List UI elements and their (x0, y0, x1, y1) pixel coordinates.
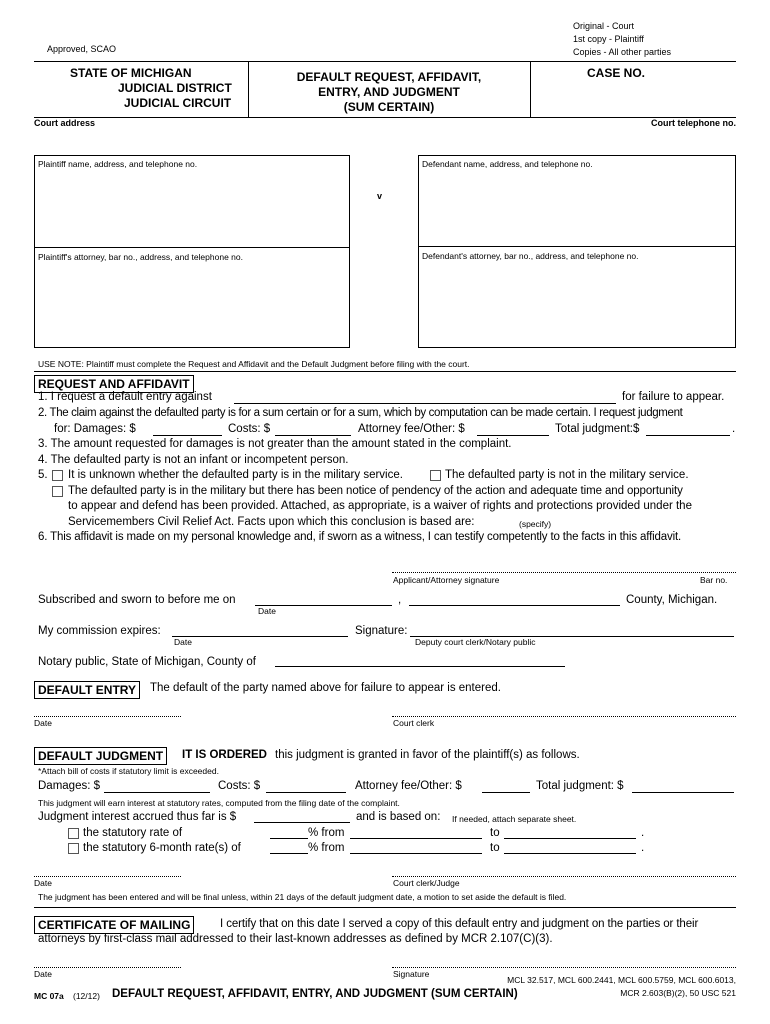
form-title-line-3: (SUM CERTAIN) (343, 100, 435, 114)
notary-signature-label: Signature: (355, 625, 408, 637)
default-entry-heading: DEFAULT ENTRY (34, 681, 140, 699)
county-michigan-label: County, Michigan. (626, 594, 718, 606)
form-revision: (12/12) (73, 991, 100, 1001)
judgment-damages-line[interactable] (104, 792, 210, 793)
bar-number-label: Bar no. (700, 575, 728, 585)
item-2-text: 2. The claim against the defaulted party is for a sum certain or for a sum, which by computation can be made certain. I request judgment (38, 407, 683, 419)
plaintiff-attorney-box[interactable] (34, 247, 350, 348)
item-5-military-text-1: The defaulted party is in the military but there has been notice of pendency of the action and adequate time and opportunity (68, 485, 683, 497)
item-2-total-line[interactable] (646, 435, 730, 436)
ordered-text: this judgment is granted in favor of the plaintiff(s) as follows. (275, 749, 580, 761)
statutory-rate-period: . (641, 827, 645, 839)
judgment-costs-line[interactable] (266, 792, 346, 793)
six-month-rate-from-label: % from (308, 842, 345, 854)
default-entry-date-line[interactable] (34, 716, 181, 717)
item-2-period: . (732, 423, 736, 435)
county-line[interactable] (409, 605, 620, 606)
form-title-line-1: DEFAULT REQUEST, AFFIDAVIT, (296, 70, 482, 84)
judgment-costs-label: Costs: $ (218, 780, 261, 792)
item-2-total-label: Total judgment:$ (555, 423, 640, 435)
plaintiff-attorney-label: Plaintiff's attorney, bar no., address, and telephone no. (38, 252, 243, 262)
item-2-costs-label: Costs: $ (228, 423, 271, 435)
item-5-military-text-2: to appear and defend has been provided. Attached, as appropriate, is a waiver of rights and protections provided under the (68, 500, 692, 512)
statutory-rate-label: the statutory rate of (83, 827, 183, 839)
default-entry-text: The default of the party named above for failure to appear is entered. (150, 682, 501, 694)
approved-scao: Approved, SCAO (47, 44, 117, 54)
use-note: USE NOTE: Plaintiff must complete the Request and Affidavit and the Default Judgment before filing with the court. (38, 359, 470, 369)
based-on-label: and is based on: (356, 811, 441, 823)
item-1-text: 1. I request a default entry against (38, 391, 212, 403)
item-5-unknown-text: It is unknown whether the defaulted party is in the military service. (68, 469, 403, 481)
certificate-mailing-heading: CERTIFICATE OF MAILING (34, 916, 194, 934)
item-2-costs-line[interactable] (275, 435, 351, 436)
interest-accrued-line[interactable] (254, 822, 350, 823)
court-address-label: Court address (34, 118, 96, 128)
item-5-not-military-text: The defaulted party is not in the military service. (445, 469, 689, 481)
judgment-final-note: The judgment has been entered and will be final unless, within 21 days of the default judgment date, a motion to set aside the default is filed. (38, 892, 567, 902)
it-is-ordered: IT IS ORDERED (182, 749, 267, 761)
judgment-attorney-fee-line[interactable] (482, 792, 530, 793)
footer-references-2: MCR 2.603(B)(2), 50 USC 521 (620, 988, 736, 998)
defendant-attorney-label: Defendant's attorney, bar no., address, and telephone no. (422, 251, 639, 261)
distribution-original: Original - Court (573, 21, 635, 31)
statutory-rate-from-line[interactable] (350, 838, 482, 839)
subscribed-label: Subscribed and sworn to before me on (38, 594, 236, 606)
mailing-date-line[interactable] (34, 967, 181, 968)
applicant-signature-label: Applicant/Attorney signature (393, 575, 500, 585)
separate-sheet-hint: If needed, attach separate sheet. (452, 814, 577, 824)
form-number: MC 07a (34, 991, 64, 1001)
item-5-military-text-3: Servicemembers Civil Relief Act. Facts upon which this conclusion is based are: (68, 516, 475, 528)
item-2-damages-line[interactable] (153, 435, 222, 436)
judgment-clerk-judge-line[interactable] (392, 876, 736, 877)
state-of-michigan: STATE OF MICHIGAN (70, 66, 192, 80)
statutory-rate-to-line[interactable] (504, 838, 636, 839)
item-2-damages-label: for: Damages: $ (54, 423, 136, 435)
statutory-rate-from-label: % from (308, 827, 345, 839)
request-affidavit-heading: REQUEST AND AFFIDAVIT (34, 375, 194, 393)
judicial-district: JUDICIAL DISTRICT (118, 81, 232, 95)
notary-county-line[interactable] (275, 666, 565, 667)
mailing-text-2: attorneys by first-class mail addressed to their last-known addresses as defined by MCR 2.107(C)(3). (38, 933, 553, 945)
mailing-signature-label: Signature (393, 969, 430, 979)
versus-label: v (377, 191, 383, 201)
plaintiff-label: Plaintiff name, address, and telephone no. (38, 159, 198, 169)
judgment-date-label: Date (34, 878, 52, 888)
commission-expires-label: My commission expires: (38, 625, 161, 637)
distribution-copies: Copies - All other parties (573, 47, 672, 57)
subscribed-date-label: Date (258, 606, 276, 616)
item-4-text: 4. The defaulted party is not an infant or incompetent person. (38, 454, 349, 466)
bill-of-costs-note: *Attach bill of costs if statutory limit is exceeded. (38, 766, 219, 776)
default-judgment-heading: DEFAULT JUDGMENT (34, 747, 167, 765)
form-title-line-2: ENTRY, AND JUDGMENT (318, 85, 460, 99)
defaulted-party-line[interactable] (234, 403, 616, 404)
mailing-text-1: I certify that on this date I served a copy of this default entry and judgment on the parties or their (220, 918, 699, 930)
mailing-date-label: Date (34, 969, 52, 979)
commission-date-label: Date (174, 637, 192, 647)
item-2-attorney-fee-line[interactable] (477, 435, 549, 436)
six-month-rate-checkbox[interactable] (68, 843, 79, 854)
interest-accrued-label: Judgment interest accrued thus far is $ (38, 811, 237, 823)
judgment-date-line[interactable] (34, 876, 181, 877)
judgment-clerk-judge-label: Court clerk/Judge (393, 878, 460, 888)
unknown-military-checkbox[interactable] (52, 470, 63, 481)
item-2-attorney-fee-label: Attorney fee/Other: $ (358, 423, 465, 435)
six-month-rate-percent-line[interactable] (270, 853, 308, 854)
interest-note: This judgment will earn interest at statutory rates, computed from the filing date of the complaint. (38, 798, 400, 808)
deputy-clerk-label: Deputy court clerk/Notary public (415, 637, 536, 647)
default-entry-clerk-line[interactable] (392, 716, 736, 717)
six-month-rate-label: the statutory 6-month rate(s) of (83, 842, 241, 854)
six-month-rate-from-line[interactable] (350, 853, 482, 854)
item-5-number: 5. (38, 469, 48, 481)
footer-title: DEFAULT REQUEST, AFFIDAVIT, ENTRY, AND JUDGMENT (SUM CERTAIN) (112, 988, 518, 1000)
default-entry-clerk-label: Court clerk (393, 718, 435, 728)
subscribed-comma: , (398, 594, 402, 606)
default-entry-date-label: Date (34, 718, 52, 728)
distribution-first-copy: 1st copy - Plaintiff (573, 34, 644, 44)
notary-county-label: Notary public, State of Michigan, County of (38, 656, 256, 668)
item-6-text: 6. This affidavit is made on my personal knowledge and, if sworn as a witness, I can testify competently to the facts in this affidavit. (38, 531, 682, 543)
not-military-checkbox[interactable] (430, 470, 441, 481)
statutory-rate-to-label: to (490, 827, 500, 839)
statutory-rate-percent-line[interactable] (270, 838, 308, 839)
six-month-rate-to-label: to (490, 842, 500, 854)
item-1-suffix: for failure to appear. (622, 391, 725, 403)
judicial-circuit: JUDICIAL CIRCUIT (124, 96, 232, 110)
court-telephone-label: Court telephone no. (651, 118, 736, 128)
defendant-attorney-box[interactable] (418, 246, 736, 348)
item-3-text: 3. The amount requested for damages is not greater than the amount stated in the complaint. (38, 438, 512, 450)
statutory-rate-checkbox[interactable] (68, 828, 79, 839)
specify-hint: (specify) (519, 519, 552, 529)
defendant-label: Defendant name, address, and telephone no. (422, 159, 593, 169)
judgment-total-line[interactable] (632, 792, 734, 793)
judgment-total-label: Total judgment: $ (536, 780, 624, 792)
judgment-damages-label: Damages: $ (38, 780, 101, 792)
commission-date-line[interactable] (172, 636, 348, 637)
in-military-checkbox[interactable] (52, 486, 63, 497)
judgment-attorney-fee-label: Attorney fee/Other: $ (355, 780, 462, 792)
six-month-rate-period: . (641, 842, 645, 854)
mailing-signature-line[interactable] (392, 967, 736, 968)
footer-references-1: MCL 32.517, MCL 600.2441, MCL 600.5759, MCL 600.6013, (507, 975, 736, 985)
applicant-signature-line[interactable] (392, 572, 736, 573)
case-number-label: CASE NO. (587, 66, 646, 80)
six-month-rate-to-line[interactable] (504, 853, 636, 854)
